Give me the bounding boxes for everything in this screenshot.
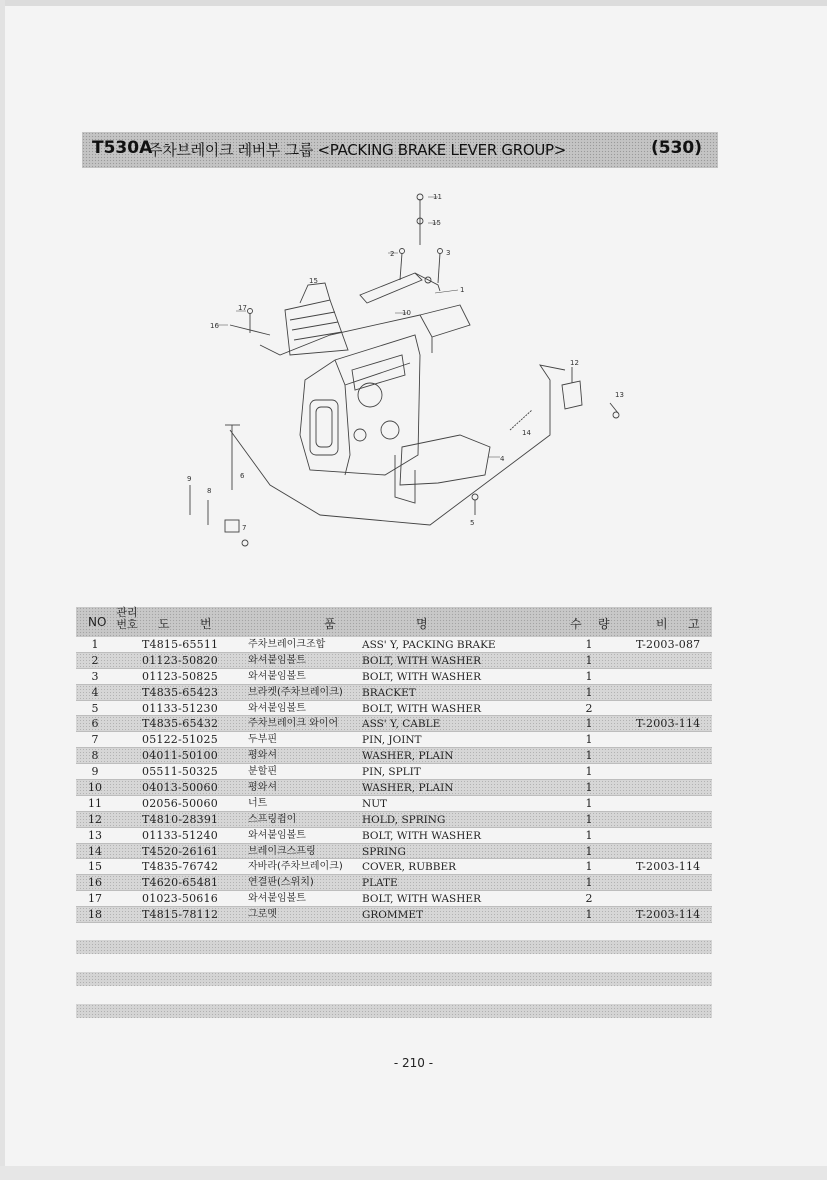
callout-8: 8 (207, 487, 212, 495)
row-name-korean: 그로멧 (248, 909, 277, 921)
callout-3: 3 (446, 249, 451, 257)
row-no: 5 (91, 701, 99, 715)
row-name-english: ASS' Y, PACKING BRAKE (362, 639, 496, 651)
header-su: 수 (570, 617, 582, 631)
row-no: 3 (91, 669, 99, 683)
table-row (76, 685, 712, 701)
row-name-korean: 주차브레이크조합 (248, 639, 326, 650)
row-name-english: BOLT, WITH WASHER (362, 670, 481, 683)
row-no: 1 (91, 638, 99, 651)
row-part-number: T4620-65481 (142, 876, 219, 890)
row-name-korean: 브라켓(주차브레이크) (248, 686, 343, 698)
row-quantity: 1 (585, 828, 593, 842)
callout-12: 12 (570, 359, 579, 367)
table-row (76, 812, 712, 828)
callout-18: 15 (432, 219, 441, 227)
table-row (76, 891, 712, 907)
row-quantity: 1 (585, 749, 593, 763)
row-part-number: 05511-50325 (142, 765, 218, 779)
header-beon: 번 (200, 617, 212, 631)
callout-6: 6 (240, 472, 245, 480)
row-no: 13 (88, 828, 102, 842)
table-row (76, 748, 712, 764)
row-no: 9 (91, 765, 99, 779)
row-no: 8 (91, 749, 99, 763)
row-quantity: 1 (585, 781, 593, 795)
row-name-english: ASS' Y, CABLE (362, 718, 441, 731)
row-name-korean: 와셔붙임볼트 (248, 893, 306, 905)
row-part-number: T4835-65423 (142, 685, 219, 699)
callout-1: 1 (460, 286, 465, 294)
row-name-korean: 연결판(스위치) (248, 877, 314, 889)
row-name-korean: 와셔붙임볼트 (248, 654, 306, 666)
row-no: 2 (91, 653, 99, 667)
row-name-english: BOLT, WITH WASHER (362, 654, 481, 667)
scan-edge-top (0, 0, 827, 6)
group-title: 주차브레이크 레버부 그룹 <PACKING BRAKE LEVER GROUP> (148, 141, 567, 159)
row-no: 10 (88, 781, 102, 795)
row-no: 16 (88, 876, 102, 890)
blank-row-stripe (76, 940, 712, 954)
header-mgmt-number: 관리 번호 (116, 606, 138, 631)
table-row (76, 653, 712, 669)
row-quantity: 1 (585, 876, 593, 890)
callout-17: 17 (238, 304, 247, 312)
row-part-number: 01123-50820 (142, 653, 218, 667)
row-quantity: 1 (585, 860, 593, 874)
row-name-english: WASHER, PLAIN (362, 750, 454, 763)
callout-14: 14 (522, 429, 531, 437)
row-name-english: BOLT, WITH WASHER (362, 702, 481, 715)
row-no: 18 (88, 908, 102, 922)
row-part-number: 05122-51025 (142, 733, 218, 747)
row-quantity: 2 (585, 892, 593, 906)
row-quantity: 1 (585, 796, 593, 810)
row-name-korean: 자바라(주차브레이크) (248, 861, 343, 873)
callout-4: 4 (500, 455, 505, 463)
row-remark: T-2003-087 (636, 638, 701, 651)
table-row (76, 780, 712, 796)
row-name-english: GROMMET (362, 909, 424, 922)
row-name-korean: 너트 (248, 797, 268, 809)
row-quantity: 1 (585, 717, 593, 731)
parts-table (76, 607, 712, 923)
row-name-korean: 두부핀 (248, 734, 277, 746)
row-no: 11 (88, 796, 102, 810)
brake-lever (360, 273, 422, 303)
row-name-korean: 분할핀 (248, 766, 277, 778)
table-row (76, 764, 712, 780)
row-part-number: 02056-50060 (142, 796, 218, 810)
diagram-svg (170, 185, 640, 560)
row-part-number: 01123-50825 (142, 669, 218, 683)
row-name-english: WASHER, PLAIN (362, 782, 454, 795)
header-bi: 비 (656, 617, 668, 631)
row-quantity: 1 (585, 638, 593, 651)
row-part-number: T4810-28391 (142, 812, 219, 826)
row-name-english: BOLT, WITH WASHER (362, 829, 481, 842)
row-name-korean: 평와셔 (248, 782, 277, 794)
row-part-number: T4835-76742 (142, 860, 219, 874)
row-quantity: 1 (585, 653, 593, 667)
row-no: 12 (88, 812, 102, 826)
header-ryang: 량 (598, 617, 610, 631)
row-quantity: 1 (585, 669, 593, 683)
row-quantity: 1 (585, 765, 593, 779)
exploded-parts-diagram (170, 185, 640, 560)
header-no: NO (88, 615, 107, 629)
callout-7: 7 (242, 524, 247, 532)
row-name-english: COVER, RUBBER (362, 861, 457, 874)
row-name-english: NUT (362, 797, 388, 810)
table-row (76, 796, 712, 812)
diagram-callouts (187, 193, 624, 532)
row-name-english: PIN, JOINT (362, 734, 422, 747)
group-code: T530A (92, 138, 153, 158)
header-go: 고 (688, 617, 700, 631)
row-name-korean: 와셔붙임볼트 (248, 702, 306, 714)
row-quantity: 1 (585, 812, 593, 826)
callout-15: 15 (309, 277, 318, 285)
table-row (76, 844, 712, 860)
row-no: 14 (88, 844, 102, 858)
row-name-korean: 와셔붙임볼트 (248, 670, 306, 682)
page-number: - 210 - (393, 1056, 434, 1070)
row-quantity: 1 (585, 844, 593, 858)
callout-11: 11 (433, 193, 442, 201)
callout-10: 10 (402, 309, 411, 317)
row-part-number: 01023-50616 (142, 892, 218, 906)
row-part-number: T4815-65511 (142, 638, 219, 651)
table-row (76, 859, 712, 875)
row-name-korean: 브레이크스프링 (248, 845, 316, 857)
row-remark: T-2003-114 (636, 860, 701, 874)
callout-5: 5 (470, 519, 475, 527)
row-quantity: 1 (585, 908, 593, 922)
row-name-english: BRACKET (362, 686, 416, 699)
table-row (76, 669, 712, 685)
header-pum: 품 (324, 617, 336, 631)
row-part-number: T4835-65432 (142, 717, 219, 731)
bracket (400, 435, 490, 485)
callout-9: 9 (187, 475, 192, 483)
row-name-english: HOLD, SPRING (362, 813, 446, 826)
scan-edge-left (0, 0, 5, 1180)
rubber-cover (285, 300, 348, 355)
row-no: 6 (91, 717, 99, 731)
row-name-korean: 와셔붙임볼트 (248, 829, 306, 841)
callout-16: 16 (210, 322, 219, 330)
brake-cable (230, 315, 565, 525)
row-part-number: 01133-51240 (142, 828, 218, 842)
table-row (76, 875, 712, 891)
row-remark: T-2003-114 (636, 908, 701, 922)
row-part-number: 04013-50060 (142, 781, 218, 795)
header-myeong: 명 (416, 617, 428, 631)
row-name-english: BOLT, WITH WASHER (362, 893, 481, 906)
table-row (76, 701, 712, 717)
row-part-number: 04011-50100 (142, 749, 218, 763)
row-no: 17 (88, 892, 102, 906)
table-header (76, 607, 712, 637)
row-name-korean: 주차브레이크 와이어 (248, 718, 339, 730)
callout-2: 2 (390, 250, 395, 258)
row-part-number: T4815-78112 (142, 908, 219, 922)
blank-row-stripe (76, 1004, 712, 1018)
row-quantity: 1 (585, 685, 593, 699)
callout-13: 13 (615, 391, 624, 399)
row-no: 7 (91, 733, 99, 747)
group-number: (530) (650, 138, 702, 158)
row-quantity: 1 (585, 733, 593, 747)
row-remark: T-2003-114 (636, 717, 701, 731)
row-no: 4 (91, 685, 99, 699)
title-bar (82, 132, 718, 168)
row-name-korean: 평와셔 (248, 750, 277, 762)
row-name-english: PIN, SPLIT (362, 766, 421, 779)
row-quantity: 2 (585, 701, 593, 715)
row-part-number: 01133-51230 (142, 701, 218, 715)
blank-row-stripe (76, 972, 712, 986)
table-row (76, 907, 712, 923)
table-row (76, 637, 712, 653)
row-part-number: T4520-26161 (142, 844, 219, 858)
table-row (76, 732, 712, 748)
table-row (76, 828, 712, 844)
row-name-english: SPRING (362, 845, 406, 858)
scan-edge-bottom (0, 1166, 827, 1180)
row-no: 15 (88, 860, 102, 874)
row-name-korean: 스프링쥡이 (248, 813, 297, 825)
header-do: 도 (158, 617, 170, 631)
table-row (76, 716, 712, 732)
row-name-english: PLATE (362, 877, 398, 890)
